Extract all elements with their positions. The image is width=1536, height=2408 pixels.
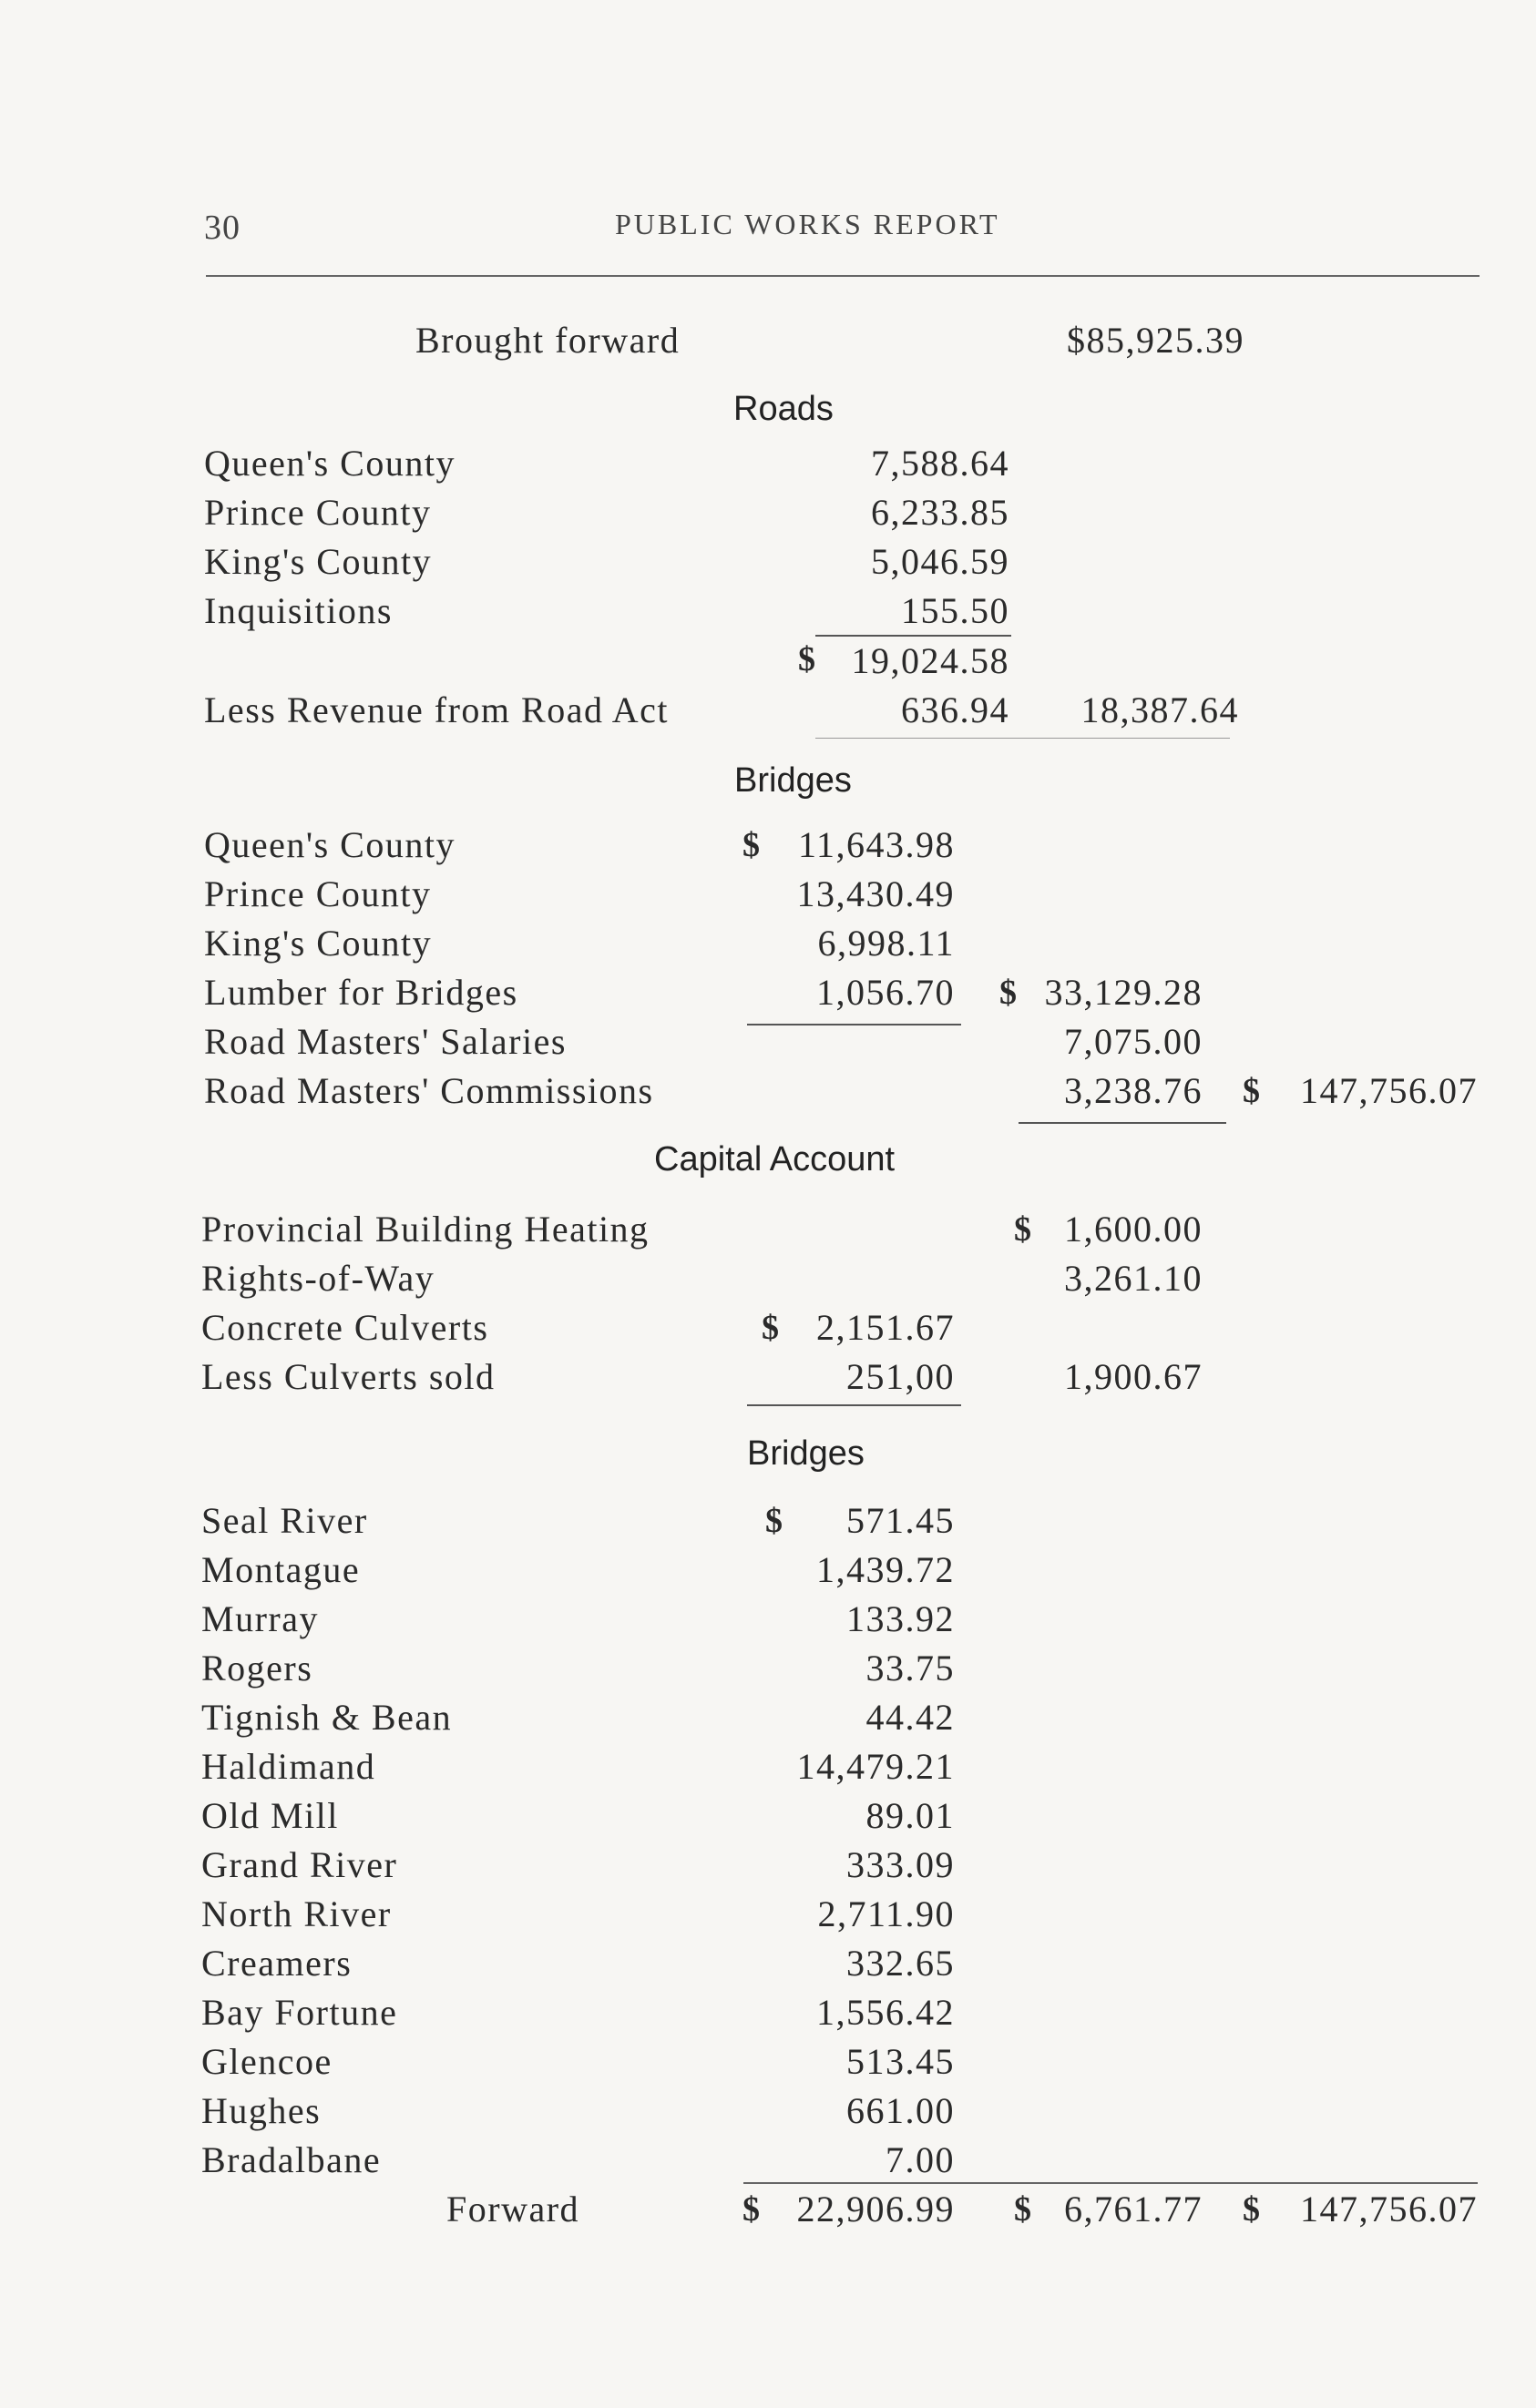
roads-item-amount: 5,046.59 <box>871 541 1009 582</box>
rights-amount: 3,261.10 <box>1064 1258 1203 1299</box>
bridges2-heading: Bridges <box>747 1434 865 1473</box>
roads-item-label: King's County <box>204 541 433 582</box>
bridges-item-label: King's County <box>204 923 433 964</box>
forward-col1: 22,906.99 <box>796 2189 955 2229</box>
bridge-label: Montague <box>201 1549 361 1590</box>
bridge-label: Tignish & Bean <box>201 1697 453 1738</box>
bridge-amount: 513.45 <box>846 2041 955 2082</box>
culverts-net: 1,900.67 <box>1064 1356 1203 1397</box>
forward-col3: 147,756.07 <box>1300 2189 1478 2229</box>
culverts-label: Concrete Culverts <box>201 1307 489 1348</box>
bridge-label: Seal River <box>201 1500 368 1541</box>
bridges-item-label: Queen's County <box>204 824 456 865</box>
bridges-item-label: Prince County <box>204 873 432 914</box>
bridge-label: Rogers <box>201 1648 313 1689</box>
roads-subtotal: 19,024.58 <box>851 640 1009 681</box>
dollar-sign: $ <box>999 974 1017 1012</box>
brought-forward-amount: $85,925.39 <box>1067 320 1244 361</box>
bridge-label: Murray <box>201 1598 319 1639</box>
brought-forward-label: Brought forward <box>415 320 681 361</box>
capital-heading: Capital Account <box>654 1140 896 1178</box>
bridges-rule <box>747 1024 961 1025</box>
roads-item-label: Prince County <box>204 492 432 533</box>
roads-rule <box>815 738 1230 739</box>
commissions-amount: 3,238.76 <box>1064 1070 1203 1111</box>
bridge-amount: 1,556.42 <box>816 1992 955 2033</box>
roads-item-amount: 7,588.64 <box>871 443 1009 484</box>
bridge-label: Creamers <box>201 1943 353 1984</box>
commissions-rule <box>1019 1122 1226 1124</box>
dollar-sign: $ <box>1243 2190 1260 2229</box>
roads-net: 18,387.64 <box>1080 689 1239 730</box>
roads-less-label: Less Revenue from Road Act <box>204 689 669 730</box>
bridge-amount: 14,479.21 <box>796 1746 955 1787</box>
bridges-item-amount: 6,998.11 <box>817 923 955 964</box>
bridge-amount: 332.65 <box>846 1943 955 1984</box>
roads-subtotal-rule <box>815 635 1011 637</box>
header-rule <box>206 275 1480 277</box>
sold-amount: 251,00 <box>846 1356 955 1397</box>
rights-label: Rights-of-Way <box>201 1258 435 1299</box>
roads-item-label: Queen's County <box>204 443 456 484</box>
bridge-label: Old Mill <box>201 1795 339 1836</box>
sold-label: Less Culverts sold <box>201 1356 496 1397</box>
commissions-label: Road Masters' Commissions <box>204 1070 654 1111</box>
heating-amount: 1,600.00 <box>1064 1209 1203 1250</box>
dollar-sign: $ <box>742 826 760 864</box>
roads-item-label: Inquisitions <box>204 590 393 631</box>
dollar-sign: $ <box>762 1309 779 1347</box>
bridge-amount: 33.75 <box>865 1648 955 1689</box>
grand-total: 147,756.07 <box>1300 1070 1478 1111</box>
bridge-label: Glencoe <box>201 2041 333 2082</box>
forward-col2: 6,761.77 <box>1064 2189 1203 2229</box>
roads-item-amount: 6,233.85 <box>871 492 1009 533</box>
bridge-amount: 2,711.90 <box>817 1893 955 1934</box>
bridges-item-label: Lumber for Bridges <box>204 972 518 1013</box>
forward-label: Forward <box>446 2189 580 2229</box>
dollar-sign: $ <box>1014 2190 1031 2229</box>
bridge-amount: 89.01 <box>865 1795 955 1836</box>
bridge-amount: 571.45 <box>846 1500 955 1541</box>
running-title: PUBLIC WORKS REPORT <box>615 208 1000 240</box>
bridge-label: Hughes <box>201 2090 322 2131</box>
roads-heading: Roads <box>733 390 834 428</box>
culverts-amount: 2,151.67 <box>816 1307 955 1348</box>
bridges-item-amount: 11,643.98 <box>797 824 955 865</box>
heating-label: Provincial Building Heating <box>201 1209 650 1250</box>
bridge-amount: 1,439.72 <box>816 1549 955 1590</box>
dollar-sign: $ <box>1014 1210 1031 1249</box>
bridge-label: North River <box>201 1893 392 1934</box>
bridges-total: 33,129.28 <box>1044 972 1203 1013</box>
bridge-amount: 333.09 <box>846 1844 955 1885</box>
bridge-amount: 7.00 <box>886 2139 955 2180</box>
bridge-amount: 661.00 <box>846 2090 955 2131</box>
bridge-label: Bradalbane <box>201 2139 382 2180</box>
salaries-label: Road Masters' Salaries <box>204 1021 567 1062</box>
culverts-rule <box>747 1404 961 1406</box>
bridge-label: Grand River <box>201 1844 398 1885</box>
bridges-item-amount: 13,430.49 <box>796 873 955 914</box>
page-number: 30 <box>204 209 241 247</box>
bridges-item-amount: 1,056.70 <box>816 972 955 1013</box>
bridge-amount: 133.92 <box>846 1598 955 1639</box>
bridges-heading: Bridges <box>734 761 852 800</box>
bridge-label: Bay Fortune <box>201 1992 398 2033</box>
bridge-amount: 44.42 <box>865 1697 955 1738</box>
salaries-amount: 7,075.00 <box>1064 1021 1203 1062</box>
roads-item-amount: 155.50 <box>901 590 1009 631</box>
bridge-label: Haldimand <box>201 1746 376 1787</box>
dollar-sign: $ <box>765 1502 783 1540</box>
dollar-sign: $ <box>742 2190 760 2229</box>
forward-rule <box>743 2182 1478 2184</box>
roads-less-amount: 636.94 <box>901 689 1009 730</box>
dollar-sign: $ <box>1243 1072 1260 1110</box>
dollar-sign: $ <box>798 640 815 679</box>
